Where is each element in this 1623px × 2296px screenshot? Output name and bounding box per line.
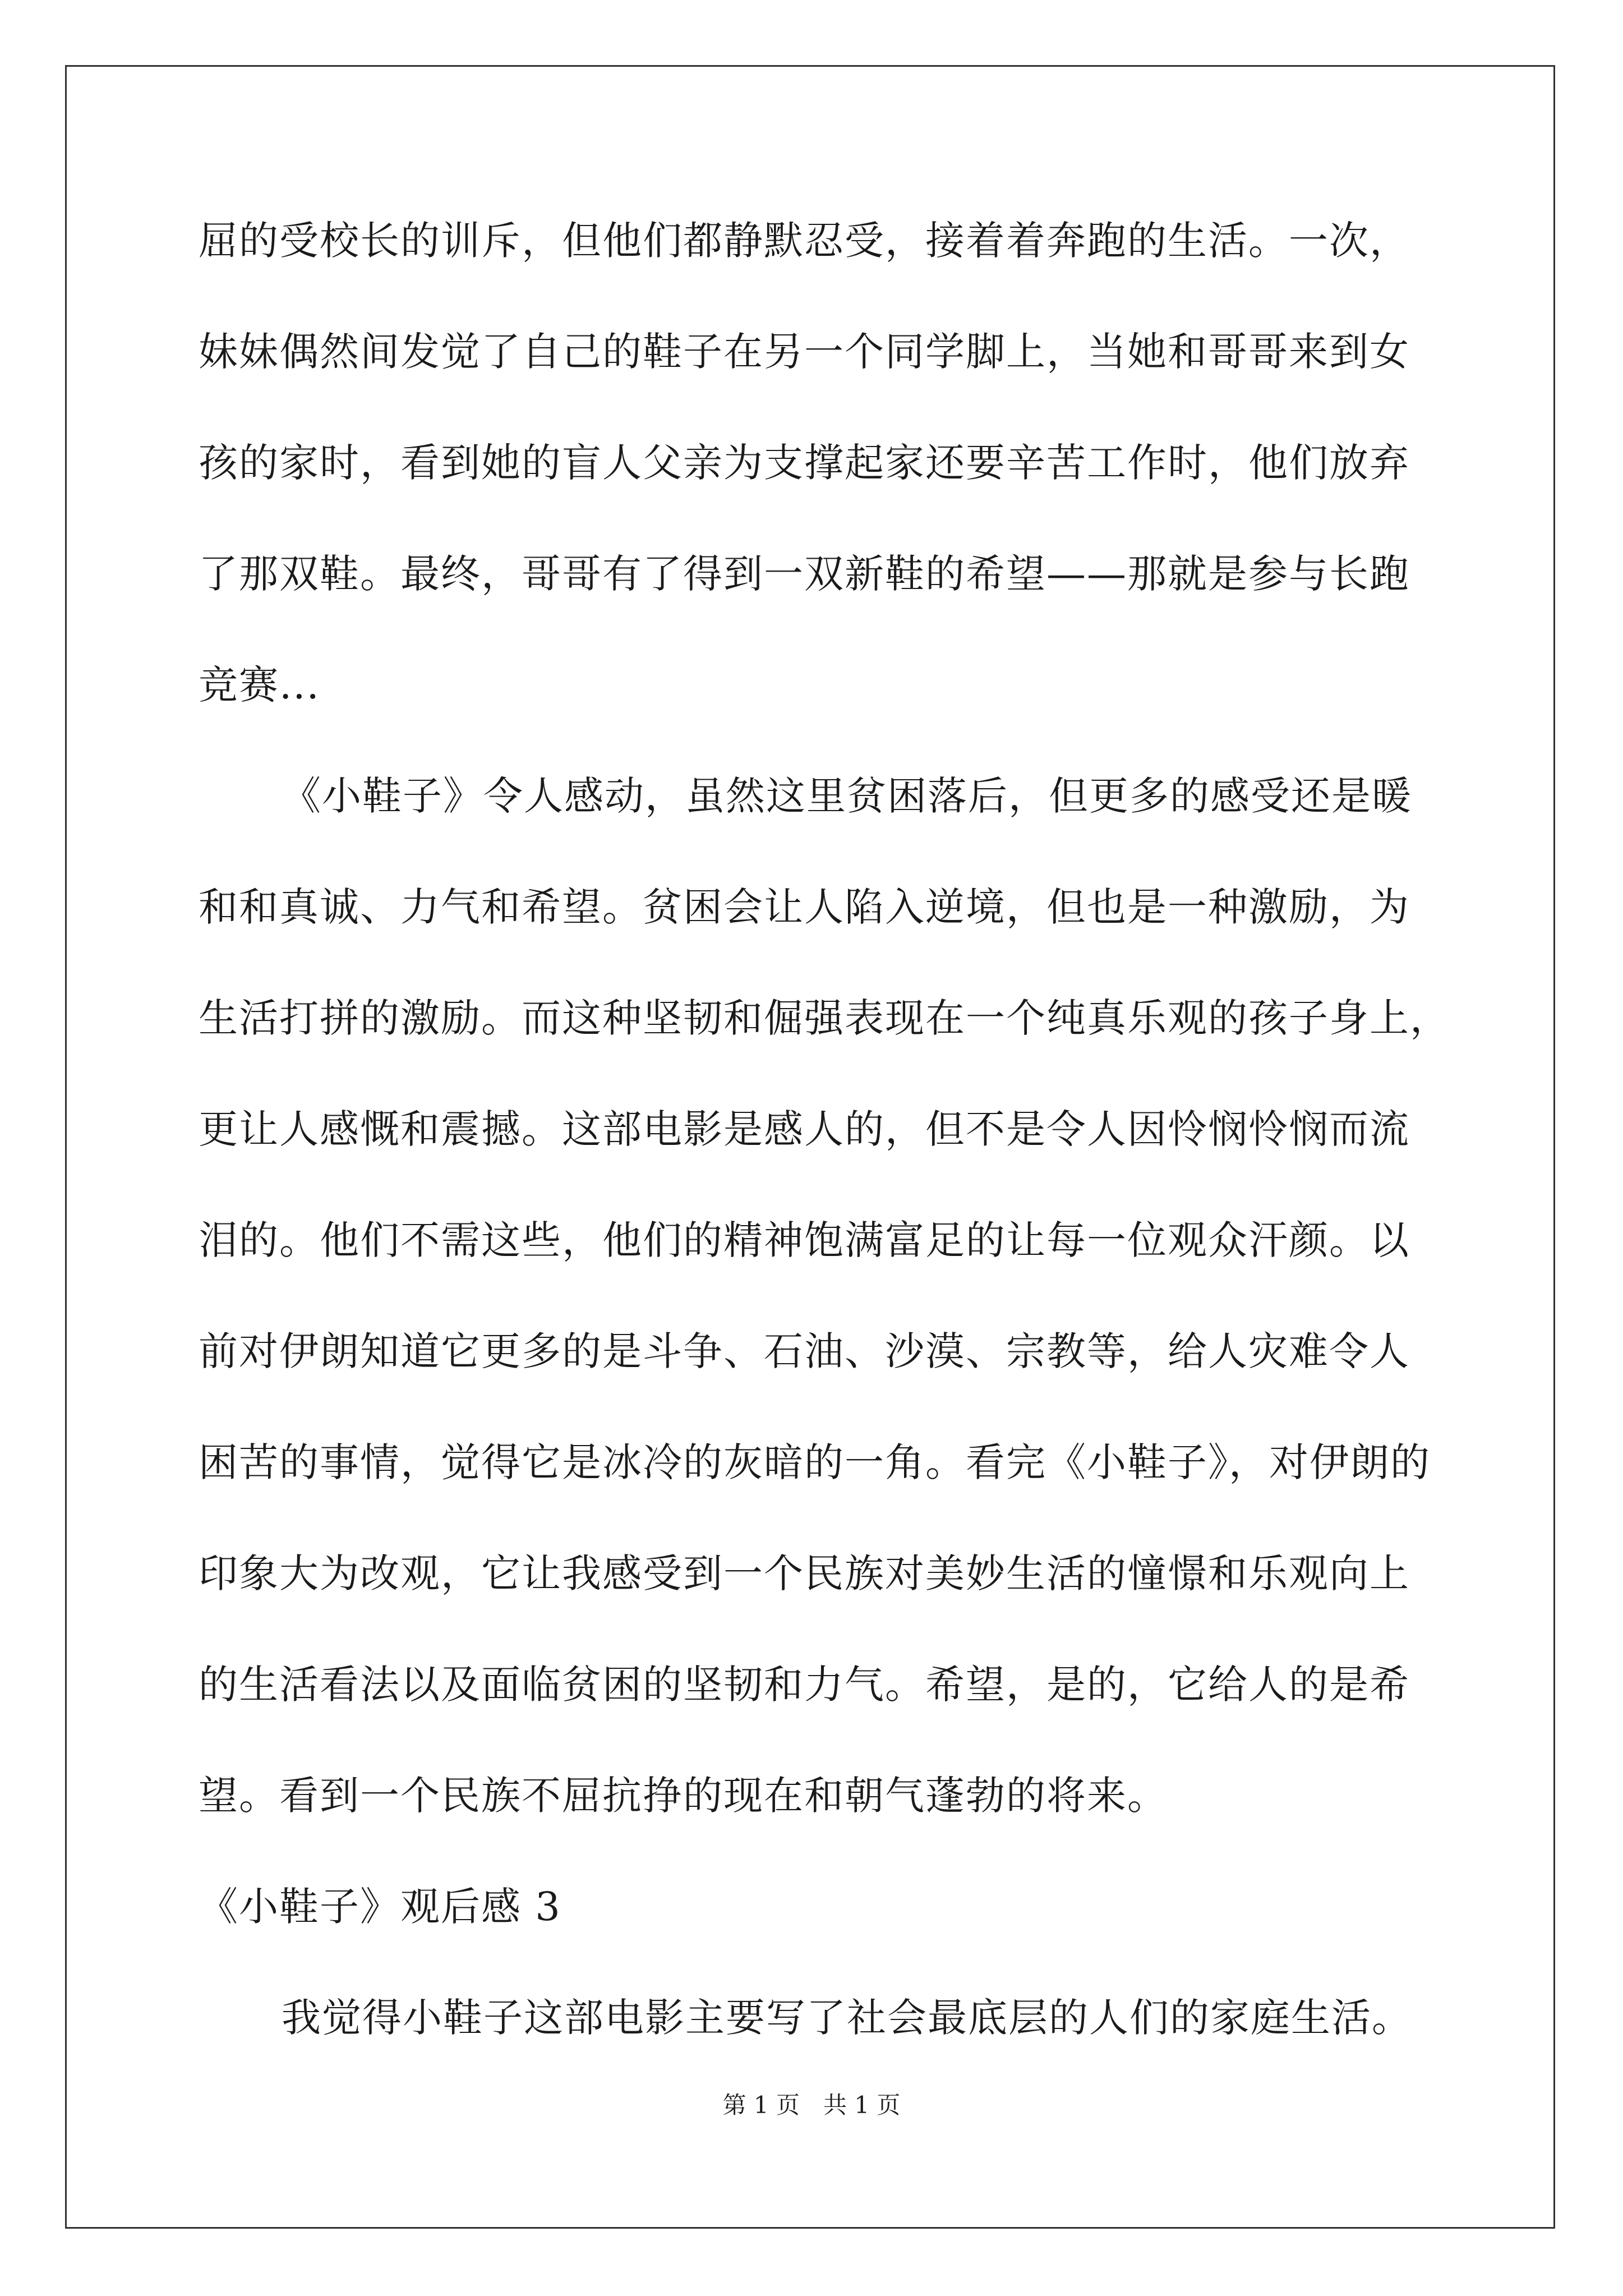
text-line: 印象大为改观，它让我感受到一个民族对美妙生活的憧憬和乐观向上 — [199, 1550, 1410, 1596]
text-line: 望。看到一个民族不屈抗挣的现在和朝气蓬勃的将来。 — [199, 1773, 1168, 1819]
text-line: 困苦的事情，觉得它是冰冷的灰暗的一角。看完《小鞋子》，对伊朗的 — [199, 1439, 1431, 1485]
text-line: 我觉得小鞋子这部电影主要写了社会最底层的人们的家庭生活。 — [282, 1995, 1412, 2041]
document-body — [199, 185, 1450, 2073]
text-line: 竞赛... — [199, 662, 320, 708]
text-line: 屈的受校长的训斥，但他们都静默忍受，接着着奔跑的生活。一次， — [199, 218, 1410, 264]
text-line: 生活打拼的激励。而这种坚韧和倔强表现在一个纯真乐观的孩子身上， — [199, 995, 1450, 1041]
text-line: 更让人感慨和震撼。这部电影是感人的，但不是令人因怜悯怜悯而流 — [199, 1106, 1410, 1152]
text-line: 和和真诚、力气和希望。贫困会让人陷入逆境，但也是一种激励，为 — [199, 884, 1410, 930]
text-line: 的生活看法以及面临贫困的坚韧和力气。希望，是的，它给人的是希 — [199, 1662, 1410, 1708]
text-line: 妹妹偶然间发觉了自己的鞋子在另一个同学脚上，当她和哥哥来到女 — [199, 329, 1410, 375]
text-line: 前对伊朗知道它更多的是斗争、石油、沙漠、宗教等，给人灾难令人 — [199, 1328, 1410, 1374]
paragraph-2 — [199, 740, 1450, 1851]
text-line: 泪的。他们不需这些，他们的精神饱满富足的让每一位观众汗颜。以 — [199, 1217, 1410, 1263]
section-title: 《小鞋子》观后感 3 — [199, 1884, 561, 1930]
text-line: 《小鞋子》令人感动，虽然这里贫困落后，但更多的感受还是暖 — [282, 773, 1412, 819]
paragraph-1 — [199, 185, 1427, 740]
paragraph-3 — [199, 1962, 1427, 2073]
page-footer: 第 1 页 共 1 页 — [722, 2091, 901, 2119]
text-line: 了那双鞋。最终，哥哥有了得到一双新鞋的希望——那就是参与长跑 — [199, 551, 1410, 597]
text-line: 孩的家时，看到她的盲人父亲为支撑起家还要辛苦工作时，他们放弃 — [199, 440, 1410, 486]
